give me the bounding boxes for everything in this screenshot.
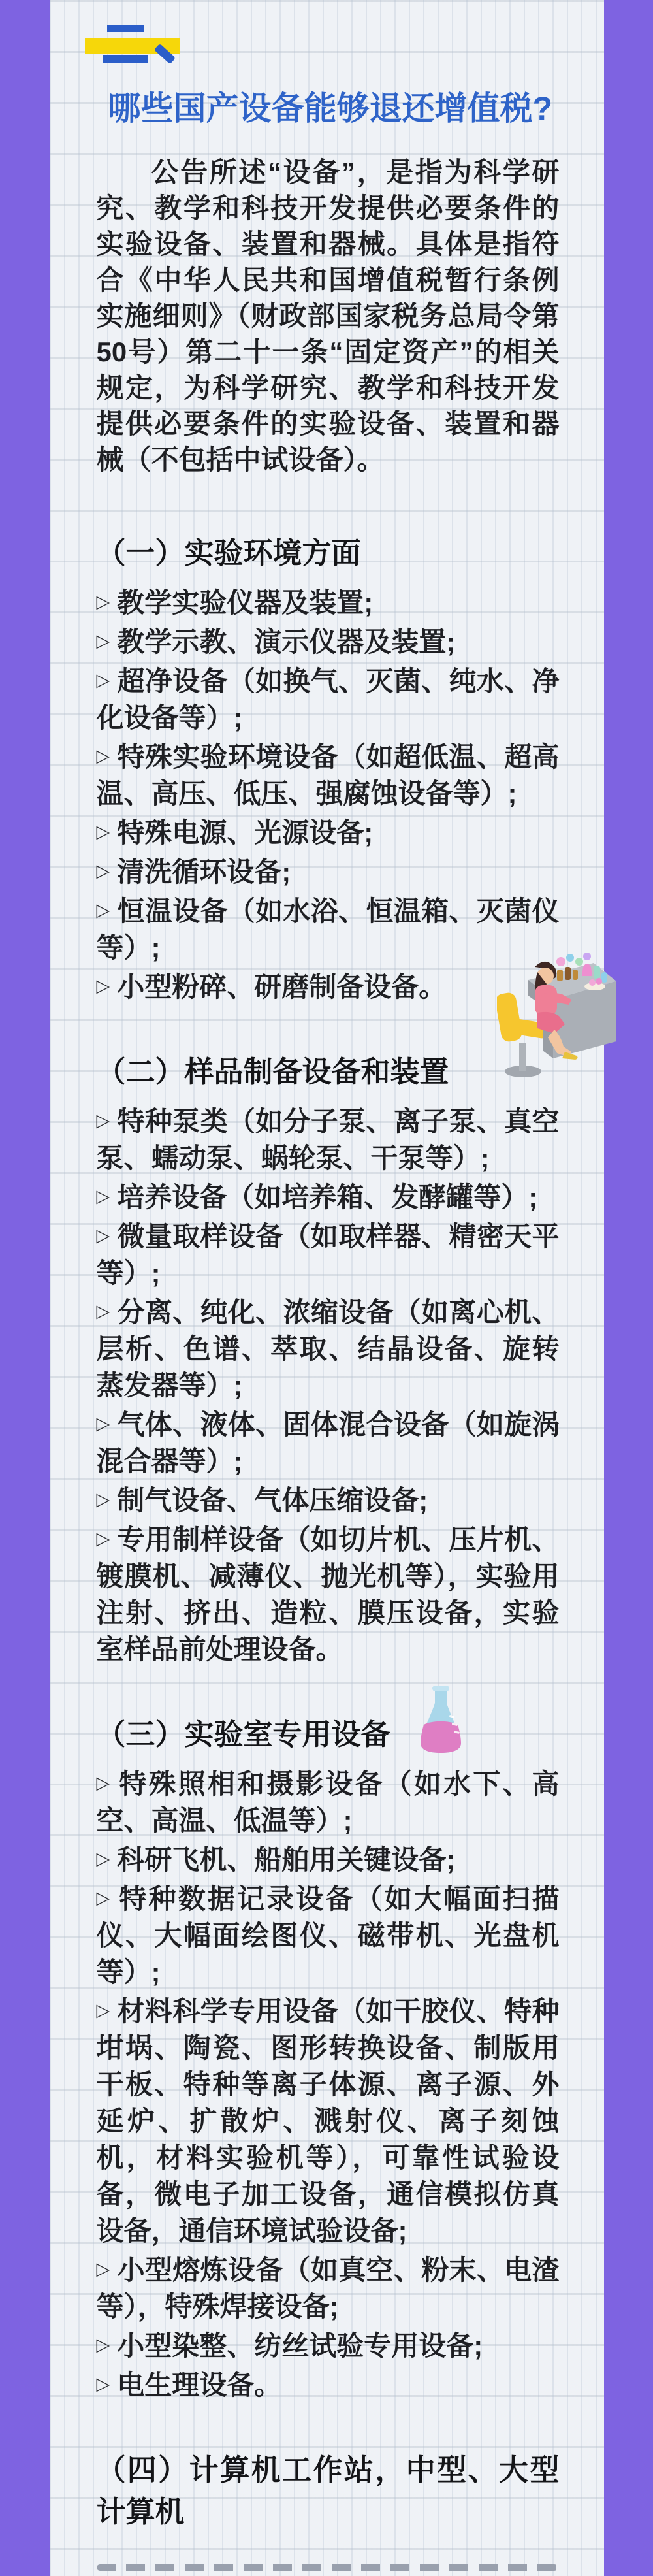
list-item-text: 电生理设备。 (117, 2370, 282, 2400)
list-item (97, 1482, 560, 1519)
section-3-heading: （三）实验室专用设备 (96, 1718, 390, 1751)
section-1-heading: （一）实验环境方面 (96, 536, 361, 570)
list-item (97, 1993, 560, 2249)
list-item-text: 气体、液体、固体混合设备（如旋涡混合器等）; (96, 1409, 560, 1476)
section-2-list (97, 1103, 560, 1668)
list-item-text: 特殊电源、光源设备; (117, 817, 374, 848)
intro-paragraph: 公告所述“设备”，是指为科学研究、教学和科技开发提供必要条件的实验设备、装置和器械。具体是指符合《中华人民共和国增值税暂行条例实施细则》（财政部国家税务总局令第50号）第二十一条“固定资产”的相关规定，为科学研究、教学和科技开发提供必要条件的实验设备、装置和器械（不包括中试设备）。 (96, 157, 560, 475)
list-item (97, 739, 560, 812)
triangle-bullet-icon: ▷ (96, 631, 110, 651)
marker-bottom-stroke (103, 55, 148, 63)
list-item (97, 2367, 560, 2404)
list-item-text: 清洗循环设备; (117, 856, 291, 887)
triangle-bullet-icon: ▷ (96, 670, 110, 690)
section-lab-special-equipment (97, 1714, 560, 2404)
list-item-text: 微量取样设备（如取样器、精密天平等）; (96, 1221, 560, 1288)
list-item-text: 特殊实验环境设备（如超低温、超高温、高压、低压、强腐蚀设备等）; (96, 742, 560, 809)
list-item-text: 教学示教、演示仪器及装置; (117, 627, 456, 657)
triangle-bullet-icon: ▷ (96, 1888, 110, 1908)
article-card (50, 0, 604, 2576)
list-item (97, 2252, 560, 2325)
list-item-text: 超净设备（如换气、灭菌、纯水、净化设备等）; (96, 666, 560, 733)
section-number-marker (85, 24, 189, 64)
list-item (97, 815, 560, 851)
list-item-text: 材料科学专用设备（如干胶仪、特种坩埚、陶瓷、图形转换设备、制版用干板、特种等离子体源、离子源、外延炉、扩散炉、溅射仪、离子刻蚀机，材料实验机等），可靠性试验设备，微电子加工设备，通信模拟仿真设备，通信环境试验设备; (96, 1996, 560, 2246)
list-item-text: 恒温设备（如水浴、恒温箱、灭菌仪等）; (96, 896, 560, 963)
triangle-bullet-icon: ▷ (96, 861, 110, 881)
triangle-bullet-icon: ▷ (96, 592, 110, 611)
list-item-text: 特种泵类（如分子泵、离子泵、真空泵、蠕动泵、蜗轮泵、干泵等）; (96, 1106, 560, 1173)
flask-icon (415, 1684, 466, 1755)
list-item-text: 教学实验仪器及装置; (117, 587, 374, 618)
list-item-text: 培养设备（如培养箱、发酵罐等）; (117, 1182, 538, 1213)
section-3-list (97, 1766, 560, 2404)
list-item-text: 特殊照相和摄影设备（如水下、高空、高温、低温等）; (96, 1769, 560, 1836)
list-item-text: 分离、纯化、浓缩设备（如离心机、层析、色谱、萃取、结晶设备、旋转蒸发器等）; (96, 1297, 560, 1401)
section-sample-preparation (97, 1051, 560, 1668)
list-item (97, 1522, 560, 1668)
list-item (97, 1881, 560, 1991)
page-title: 哪些国产设备能够退还增值税? (108, 90, 553, 127)
list-item (97, 893, 560, 966)
triangle-bullet-icon: ▷ (96, 1773, 110, 1793)
list-item-text: 小型染整、纺丝试验专用设备; (117, 2330, 483, 2361)
triangle-bullet-icon: ▷ (96, 2259, 110, 2279)
list-item (97, 663, 560, 736)
scientist-at-desk-illustration (497, 943, 618, 1081)
triangle-bullet-icon: ▷ (96, 1490, 110, 1509)
list-item-text: 专用制样设备（如切片机、压片机、镀膜机、减薄仪、抛光机等），实验用注射、挤出、造粒、膜压设备，实验室样品前处理设备。 (96, 1524, 560, 1665)
list-item (97, 2328, 560, 2364)
triangle-bullet-icon: ▷ (96, 1301, 110, 1321)
list-item-text: 小型熔炼设备（如真空、粉末、电渣等），特殊焊接设备; (96, 2255, 560, 2322)
list-item (97, 1407, 560, 1480)
triangle-bullet-icon: ▷ (96, 1414, 110, 1433)
list-item (97, 969, 560, 1005)
triangle-bullet-icon: ▷ (96, 1226, 110, 1245)
triangle-bullet-icon: ▷ (96, 2335, 110, 2355)
triangle-bullet-icon: ▷ (96, 900, 110, 920)
list-item (97, 1179, 560, 1216)
list-item-text: 制气设备、气体压缩设备; (117, 1485, 428, 1516)
triangle-bullet-icon: ▷ (96, 2374, 110, 2394)
list-item (97, 585, 560, 621)
section-computer-workstations (97, 2449, 560, 2571)
triangle-bullet-icon: ▷ (96, 976, 110, 996)
list-item-text: 科研飞机、船舶用关键设备; (117, 1844, 456, 1875)
triangle-bullet-icon: ▷ (96, 2000, 110, 2020)
triangle-bullet-icon: ▷ (96, 822, 110, 841)
section-4-heading: （四）计算机工作站，中型、大型计算机 (96, 2453, 560, 2528)
dashed-divider (97, 2564, 558, 2571)
list-item (97, 1103, 560, 1177)
section-2-heading: （二）样品制备设备和装置 (96, 1055, 449, 1088)
list-item (97, 1218, 560, 1292)
list-item (97, 624, 560, 660)
section-1-list (97, 585, 560, 1005)
triangle-bullet-icon: ▷ (96, 1186, 110, 1206)
list-item-text: 特种数据记录设备（如大幅面扫描仪、大幅面绘图仪、磁带机、光盘机等）; (96, 1883, 560, 1987)
triangle-bullet-icon: ▷ (96, 1849, 110, 1868)
marker-top-stroke (107, 25, 144, 32)
list-item (97, 854, 560, 890)
list-item (97, 1842, 560, 1878)
triangle-bullet-icon: ▷ (96, 1529, 110, 1548)
list-item (97, 1766, 560, 1839)
list-item (97, 1294, 560, 1404)
triangle-bullet-icon: ▷ (96, 746, 110, 766)
triangle-bullet-icon: ▷ (96, 1111, 110, 1130)
section-experiment-environment (97, 532, 560, 1005)
list-item-text: 小型粉碎、研磨制备设备。 (117, 971, 447, 1002)
